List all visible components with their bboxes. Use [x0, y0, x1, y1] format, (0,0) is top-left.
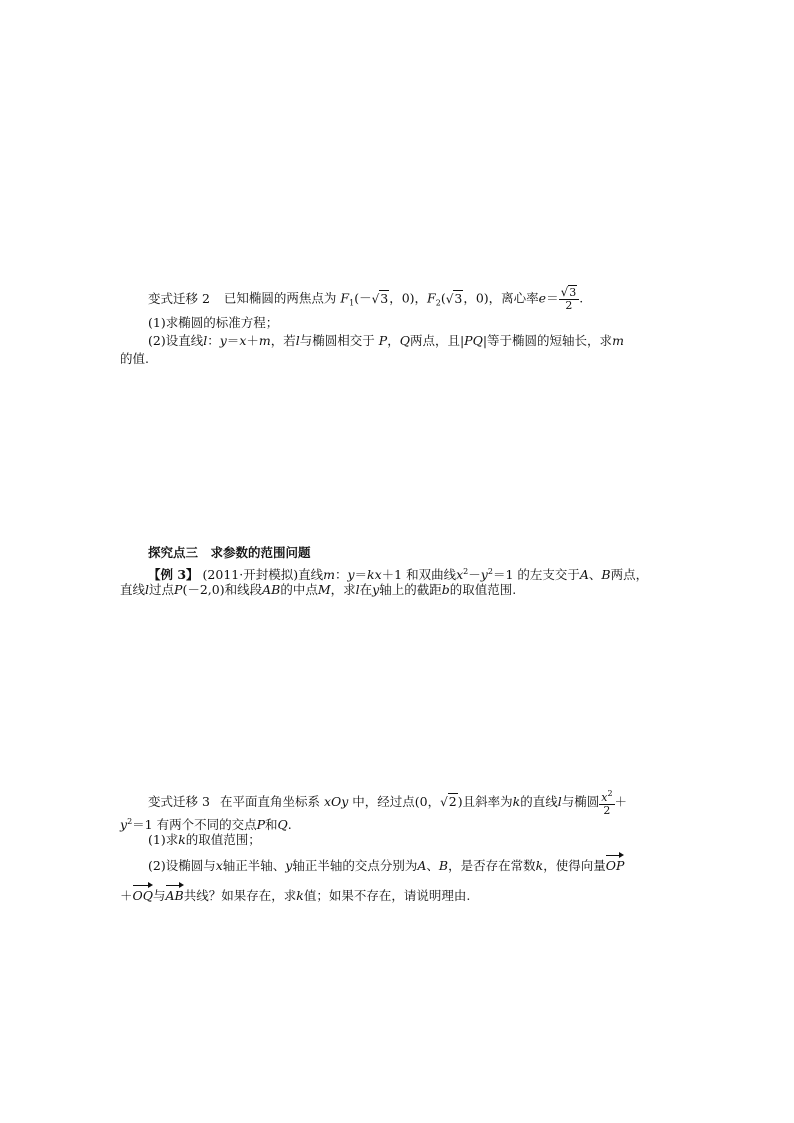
sqrt-symbol: √2 — [440, 794, 457, 809]
sqrt-symbol: √3 — [371, 290, 389, 306]
ex3-line-2: 直线l过点P(－2,0)和线段AB的中点M，求l在y轴上的截距b的取值范围. — [120, 582, 517, 597]
ex3b-q1: (1)求k的取值范围； — [148, 832, 261, 847]
ex3b-line-1: 变式迁移 3 在平面直角坐标系 xOy 中，经过点(0，√2)且斜率为k的直线l与椭圆 $\frac{x^2}{2}$ ＋ — [148, 789, 628, 817]
ex3b-q2-line-1: (2)设椭圆与x轴正半轴、y轴正半轴的交点分别为A、B，是否存在常数k，使得向量OP — [148, 858, 625, 873]
sqrt-symbol: √3 — [445, 290, 463, 306]
ex3b-q2-line-2: ＋OQ与AB共线？如果存在，求k值；如果不存在，请说明理由. — [120, 888, 471, 903]
vector-oq: OQ — [132, 888, 154, 903]
section-title: 探究点三 求参数的范围问题 — [148, 545, 311, 560]
ex2-q2-line-1: (2)设直线l：y＝x＋m，若l与椭圆相交于 P，Q两点，且|PQ|等于椭圆的短轴长，求m — [148, 333, 624, 348]
ex2-q2-line-2: 的值. — [120, 351, 149, 366]
ex3b-line-2: $y^2=1$ 有两个不同的交点P和Q. — [120, 817, 292, 832]
ex2-label: 变式迁移 2 — [148, 290, 210, 306]
ex3-line-1: 【例 3】 (2011·开封模拟)直线m：y＝kx＋1 和双曲线$x^2-y^2=1$ 的左支交于A、B两点， — [148, 567, 649, 582]
ellipse-fraction: $\frac{x^2}{2}$ — [601, 789, 613, 817]
eccentricity-fraction: $\frac{√3}{2}$ — [559, 286, 580, 312]
vector-ab: AB — [165, 888, 184, 903]
vector-op: OP — [605, 858, 625, 873]
ex2-line-1: 变式迁移 2 已知椭圆的两焦点为 $F_1(-√3$，0)，$F_2(√3$，0)，离心率e＝ $\frac{√3}{2}$ . — [148, 285, 584, 312]
ex2-q1: (1)求椭圆的标准方程； — [148, 315, 279, 330]
